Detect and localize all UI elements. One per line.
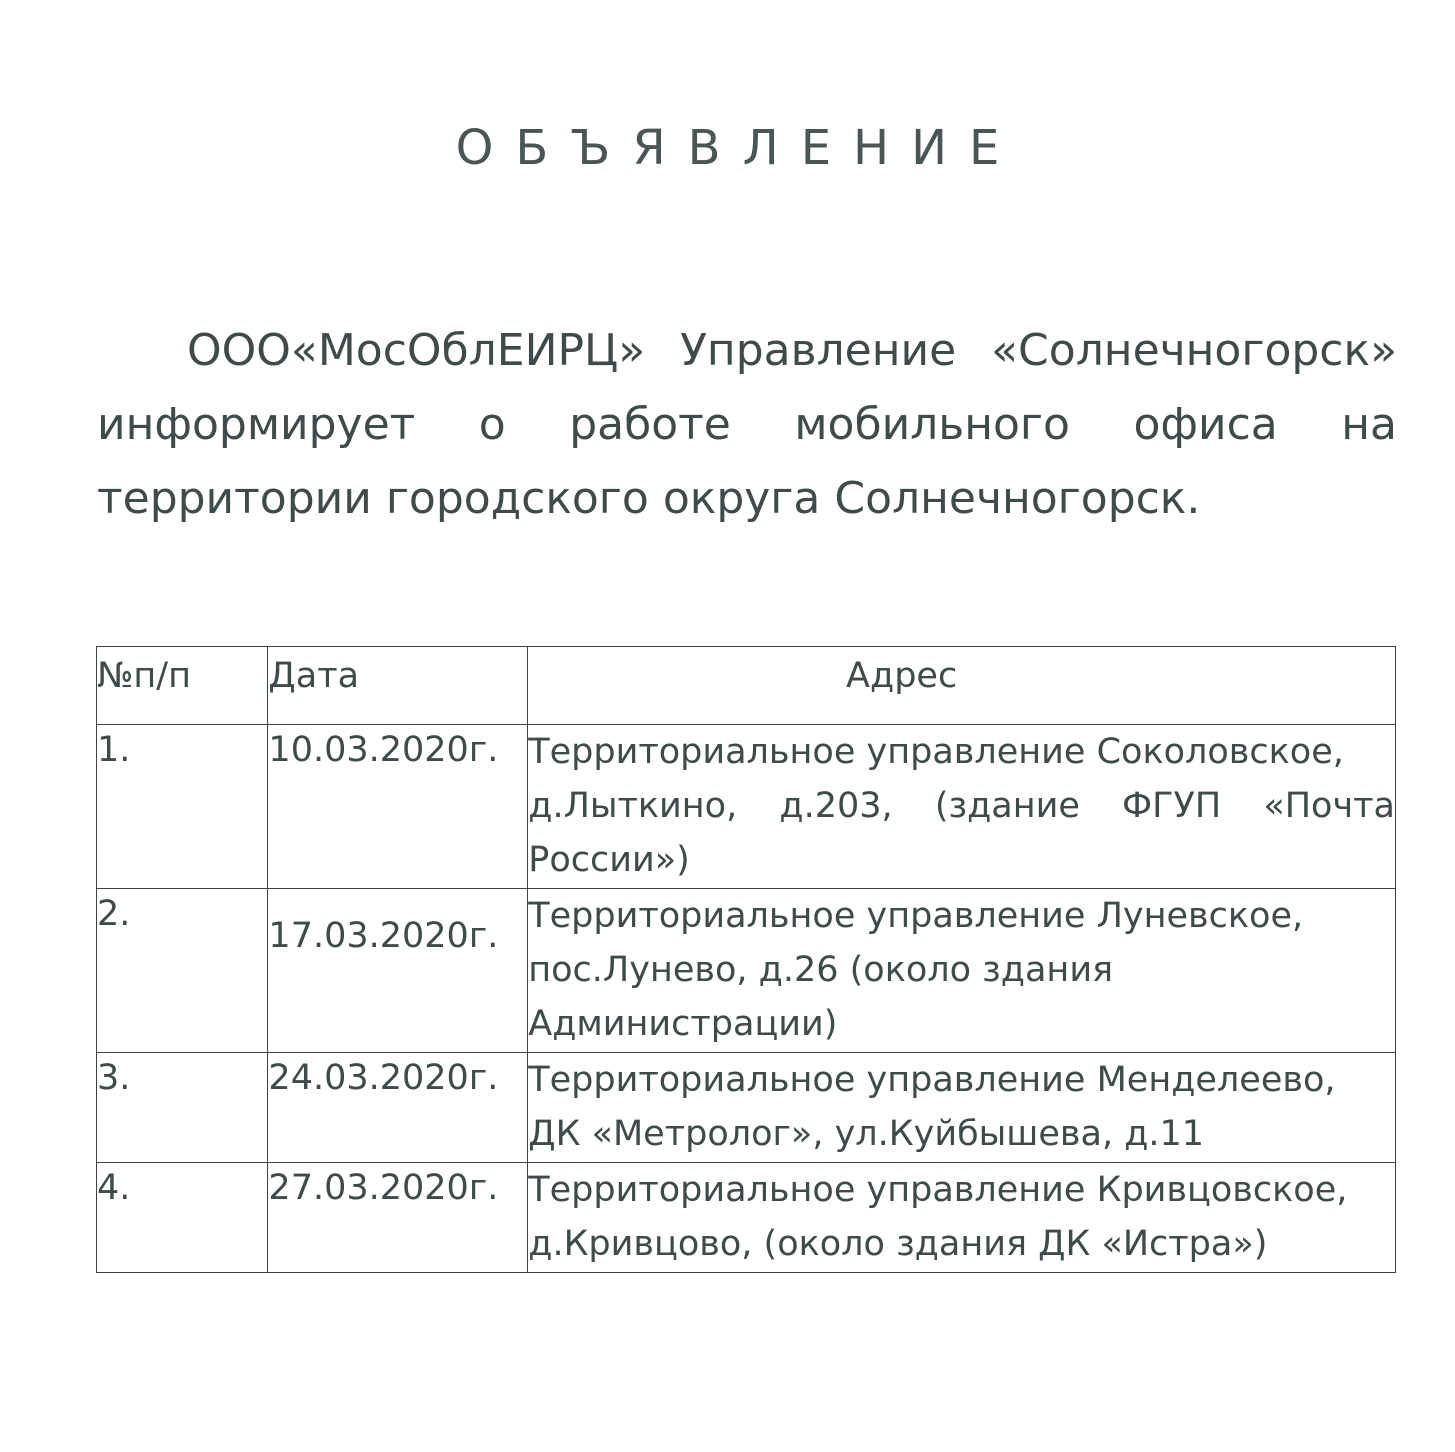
intro-word: мобильного [794, 399, 1070, 450]
table-row [97, 1163, 1396, 1273]
table-row [97, 889, 1396, 1053]
address-word: «Почта [1263, 786, 1395, 826]
address-line: Администрации) [528, 1004, 838, 1044]
row-address [528, 1163, 1396, 1273]
intro-word: информирует [97, 399, 416, 450]
address-line: д.Кривцово, (около здания ДК «Истра») [528, 1224, 1268, 1264]
row-address [528, 889, 1396, 1053]
row-date: 27.03.2020г. [268, 1163, 528, 1273]
row-num: 1. [97, 725, 268, 889]
address-line: России») [528, 840, 690, 880]
address-word: (здание [934, 786, 1080, 826]
address-line: Территориальное управление Соколовское, [528, 732, 1344, 772]
mobile-office-schedule-table [96, 646, 1396, 1273]
header-date: Дата [268, 647, 528, 725]
address-line: Территориальное управление Кривцовское, [528, 1170, 1348, 1210]
page-title: ОБЪЯВЛЕНИЕ [455, 120, 1022, 176]
row-date: 24.03.2020г. [268, 1053, 528, 1163]
intro-line-3: территории городского округа Солнечногорск. [97, 473, 1201, 524]
intro-word: о [478, 399, 506, 450]
intro-line-2 [97, 388, 1397, 462]
address-line: Территориальное управление Луневское, [528, 896, 1304, 936]
row-date: 17.03.2020г. [268, 889, 528, 1053]
row-num: 4. [97, 1163, 268, 1273]
intro-word: офиса [1133, 399, 1278, 450]
intro-word: «Солнечногорск» [991, 325, 1397, 376]
header-address: Адрес [528, 647, 1396, 725]
row-num: 2. [97, 889, 268, 1053]
address-word: д.203, [779, 786, 893, 826]
address-line [528, 779, 1395, 833]
intro-word: работе [569, 399, 731, 450]
address-line: Территориальное управление Менделеево, [528, 1060, 1336, 1100]
address-line: ДК «Метролог», ул.Куйбышева, д.11 [528, 1114, 1205, 1154]
table-row [97, 1053, 1396, 1163]
row-date: 10.03.2020г. [268, 725, 528, 889]
row-num: 3. [97, 1053, 268, 1163]
address-word: д.Лыткино, [528, 786, 738, 826]
intro-line-1 [97, 314, 1397, 388]
address-word: ФГУП [1122, 786, 1222, 826]
intro-word: Управление [680, 325, 957, 376]
table-row [97, 725, 1396, 889]
row-address [528, 725, 1396, 889]
table-header-row [97, 647, 1396, 725]
header-num: №п/п [97, 647, 268, 725]
intro-paragraph [97, 314, 1397, 536]
address-line: пос.Лунево, д.26 (около здания [528, 950, 1114, 990]
intro-word: ООО«МосОблЕИРЦ» [187, 325, 646, 376]
intro-word: на [1341, 399, 1397, 450]
row-address [528, 1053, 1396, 1163]
